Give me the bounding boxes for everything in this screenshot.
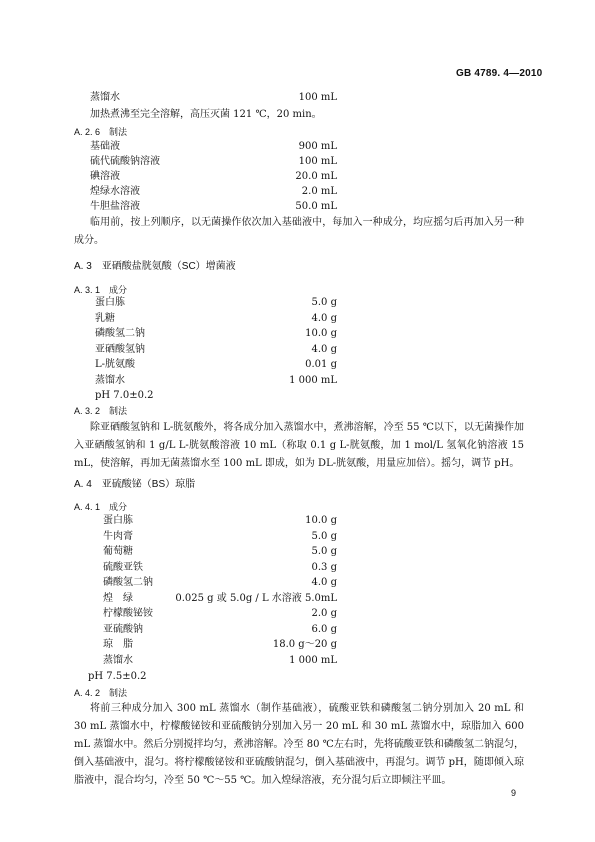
section-title-a3: A. 3 亚硒酸盐胱氨酸（SC）增菌液 <box>74 261 236 272</box>
ingredient-amount: 20.0 mL <box>295 171 337 182</box>
section-heading-a31: A. 3. 1 成分 <box>74 285 128 295</box>
ingredient-amount: 1 000 mL <box>289 374 337 386</box>
ph-value-a3: pH 7.0±0.2 <box>95 390 154 401</box>
section-title-a4: A. 4 亚硫酸铋（BS）琼脂 <box>74 479 196 490</box>
ingredient-name: 蒸馏水 <box>103 654 133 666</box>
paragraph-a26: 临用前，按上列顺序，以无菌操作依次加入基础液中，每加入一种成分，均应摇匀后再加入另一种成分。 <box>74 217 524 246</box>
ingredient-name: 乳糖 <box>95 312 115 324</box>
ingredient-name: 牛胆盐溶液 <box>90 201 140 212</box>
ingredient-name: 柠檬酸铋铵 <box>103 608 153 619</box>
ingredient-name: 煌 绿 <box>103 592 133 604</box>
ingredient-name: 琼 脂 <box>103 639 133 650</box>
ingredient-amount: 100 mL <box>298 92 337 103</box>
ingredient-amount: 5.0 g <box>311 546 337 557</box>
ingredient-amount: 0.01 g <box>305 359 337 370</box>
sterilization-note: 加热煮沸至完全溶解，高压灭菌 121 ℃，20 min。 <box>90 109 322 120</box>
ingredient-amount: 0.3 g <box>311 561 337 573</box>
ingredient-amount: 100 mL <box>298 156 337 167</box>
ingredient-name: 蛋白胨 <box>95 297 125 308</box>
section-heading-a41: A. 4. 1 成分 <box>74 502 128 512</box>
ingredient-name: 硫酸亚铁 <box>103 561 143 573</box>
ingredient-name: 磷酸氢二钠 <box>95 328 145 339</box>
ingredient-name: 牛肉膏 <box>103 530 133 542</box>
ingredient-amount: 18.0 g～20 g <box>272 639 337 650</box>
ph-value-a4: pH 7.5±0.2 <box>88 671 147 682</box>
ingredient-amount: 4.0 g <box>311 343 337 355</box>
ingredient-amount: 0.025 g 或 5.0g / L 水溶液 5.0mL <box>175 592 337 604</box>
ingredient-name: L-胱氨酸 <box>95 359 136 370</box>
ingredient-name: 磷酸氢二钠 <box>103 577 153 588</box>
ingredient-name: 葡萄糖 <box>103 546 133 557</box>
section-heading-a26: A. 2. 6 制法 <box>74 127 128 137</box>
ingredient-name: 硫代硫酸钠溶液 <box>90 156 160 167</box>
ingredient-name: 基础液 <box>90 141 120 152</box>
ingredient-amount: 1 000 mL <box>289 654 337 666</box>
paragraph-a32: 除亚硒酸氢钠和 L-胱氨酸外，将各成分加入蒸馏水中，煮沸溶解，冷至 55 ℃以下，以无菌操作加入亚硒酸氢钠和 1 g/L L-胱氨酸溶液 10 mL（称取 0.1 g L-胱氨酸，加 1 mol/L 氢氧化钠溶液 15 mL，使溶解，再加无菌蒸馏水至 100 mL 即成，如为 DL-胱氨酸，用量应加倍）。摇匀，调节 pH。 <box>74 422 524 469</box>
ingredient-name: 亚硫酸钠 <box>103 623 143 635</box>
ingredient-amount: 4.0 g <box>311 312 337 324</box>
ingredient-amount: 10.0 g <box>305 515 337 526</box>
ingredient-amount: 5.0 g <box>311 530 337 542</box>
ingredient-name: 碘溶液 <box>90 171 120 182</box>
ingredient-name: 亚硒酸氢钠 <box>95 343 145 355</box>
paragraph-a42: 将前三种成分加入 300 mL 蒸馏水（制作基础液），硫酸亚铁和磷酸氢二钠分别加入 20 mL 和 30 mL 蒸馏水中，柠檬酸铋铵和亚硫酸钠分别加入另一 20 mL 和 30 mL 蒸馏水中，琼脂加入 600 mL 蒸馏水中。然后分别搅拌均匀，煮沸溶解。冷至 80 ℃左右时，先将硫酸亚铁和磷酸氢二钠混匀，倒入基础液中，混匀。将柠檬酸铋铵和亚硫酸钠混匀，倒入基础液中，再混匀。调节 pH，随即倾入琼脂液中，混合均匀，冷至 50 ℃～55 ℃。加入煌绿溶液，充分混匀后立即倾注平皿。 <box>74 703 524 786</box>
document-code: GB 4789. 4—2010 <box>456 68 543 79</box>
ingredient-amount: 10.0 g <box>305 328 337 339</box>
ingredient-name: 煌绿水溶液 <box>90 186 140 197</box>
ingredient-amount: 6.0 g <box>311 623 337 635</box>
page-number: 9 <box>511 788 517 798</box>
section-heading-a42: A. 4. 2 制法 <box>74 688 128 698</box>
ingredient-name: 蒸馏水 <box>90 92 120 103</box>
ingredient-amount: 2.0 mL <box>301 186 337 197</box>
ingredient-amount: 900 mL <box>298 141 337 152</box>
ingredient-amount: 2.0 g <box>311 608 337 619</box>
ingredient-amount: 5.0 g <box>311 297 337 308</box>
ingredient-name: 蒸馏水 <box>95 374 125 386</box>
section-heading-a32: A. 3. 2 制法 <box>74 406 128 416</box>
ingredient-name: 蛋白胨 <box>103 515 133 526</box>
ingredient-amount: 4.0 g <box>311 577 337 588</box>
ingredient-amount: 50.0 mL <box>295 201 337 212</box>
